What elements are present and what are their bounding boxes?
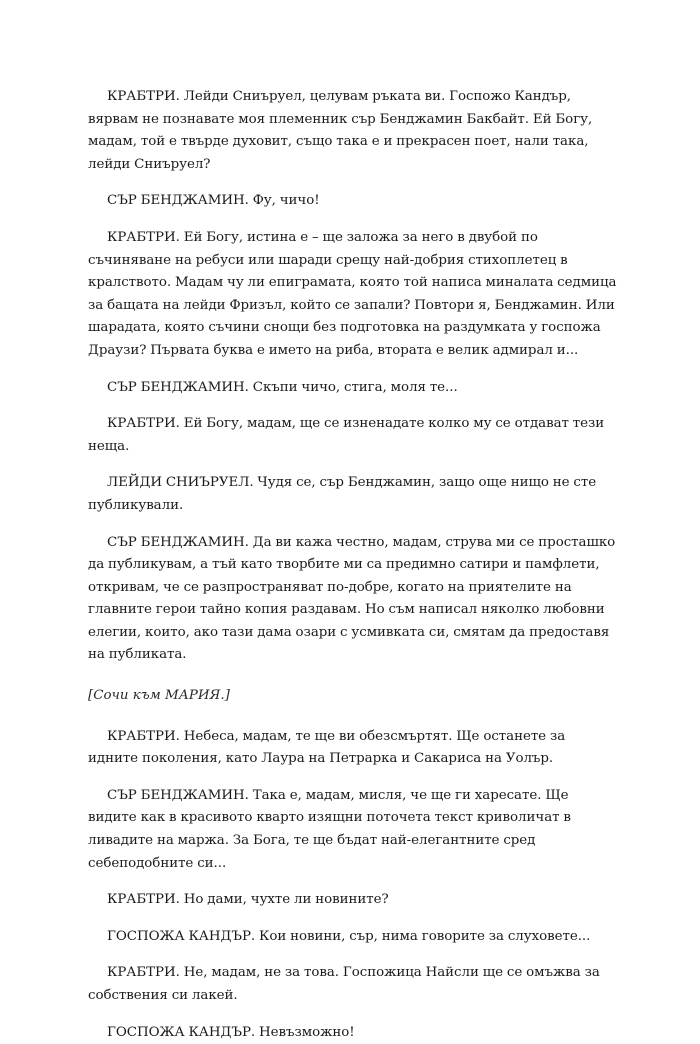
paragraph-benjamin-1: СЪР БЕНДЖАМИН. Фу, чичо!: [107, 193, 320, 209]
paragraph-crabtree-5: КРАБТРИ. Но дами, чухте ли новините?: [107, 892, 389, 908]
paragraph-crabtree-1: КРАБТРИ. Лейди Сниъруел, целувам ръката ви. Госпожо Кандър, вярвам не познавате моя племенник сър Бенджамин Бакбайт. Ей Богу, мадам, той е твърде духовит, също така е и прекрасен поет, нали така, лейди Сниъруел?: [88, 89, 593, 172]
document-page: [88, 86, 618, 1044]
paragraph-crabtree-2: КРАБТРИ. Ей Богу, истина е – ще заложа за него в двубой по съчиняване на ребуси или шаради срещу най-добрия стихоплетец в кралството. Мадам чу ли епиграмата, която той написа миналата седмица за бащата на лейди Фризъл, който се запали? Повтори я, Бенджамин. Или шарадата, която съчини снощи без подготовка на раздумката у госпожа Драузи? Първата буква е името на риба, втората е велик адмирал и...: [88, 229, 617, 358]
paragraph-benjamin-2: СЪР БЕНДЖАМИН. Скъпи чичо, стига, моля те...: [107, 379, 458, 395]
paragraph-crabtree-6: КРАБТРИ. Не, мадам, не за това. Госпожица Найсли ще се омъжва за собствения си лакей.: [88, 965, 600, 1003]
paragraph-benjamin-4: СЪР БЕНДЖАМИН. Така е, мадам, мисля, че ще ги харесате. Ще видите как в красивото кварто изящни поточета текст криволичат в ливадите на маржа. За Бога, те ще бъдат най-елегантните сред себеподобните си...: [88, 787, 571, 871]
paragraph-sneerwell-1: ЛЕЙДИ СНИЪРУЕЛ. Чудя се, сър Бенджамин, защо още нищо не сте публикували.: [88, 475, 597, 513]
paragraph-candour-2: ГОСПОЖА КАНДЪР. Невъзможно!: [107, 1024, 355, 1040]
paragraph-candour-1: ГОСПОЖА КАНДЪР. Кои новини, сър, нима говорите за слуховете...: [107, 928, 591, 944]
paragraph-benjamin-3: СЪР БЕНДЖАМИН. Да ви кажа честно, мадам, струва ми се просташко да публикувам, а тъй като творбите ми са предимно сатири и памфлети, откривам, че се разпространяват по-добре, когато на приятелите на главните герои тайно копия раздавам. Но съм написал няколко любовни елегии, които, ако тази дама озари с усмивката си, смятам да предоставя на публиката.: [88, 534, 616, 663]
stage-direction: [Сочи към МАРИЯ.]: [88, 688, 230, 704]
paragraph-crabtree-3: КРАБТРИ. Ей Богу, мадам, ще се изненадате колко му се отдават тези неща.: [88, 416, 605, 454]
paragraph-crabtree-4: КРАБТРИ. Небеса, мадам, те ще ви обезсмъртят. Ще останете за идните поколения, като Лаура на Петрарка и Сакариса на Уолър.: [88, 728, 566, 767]
